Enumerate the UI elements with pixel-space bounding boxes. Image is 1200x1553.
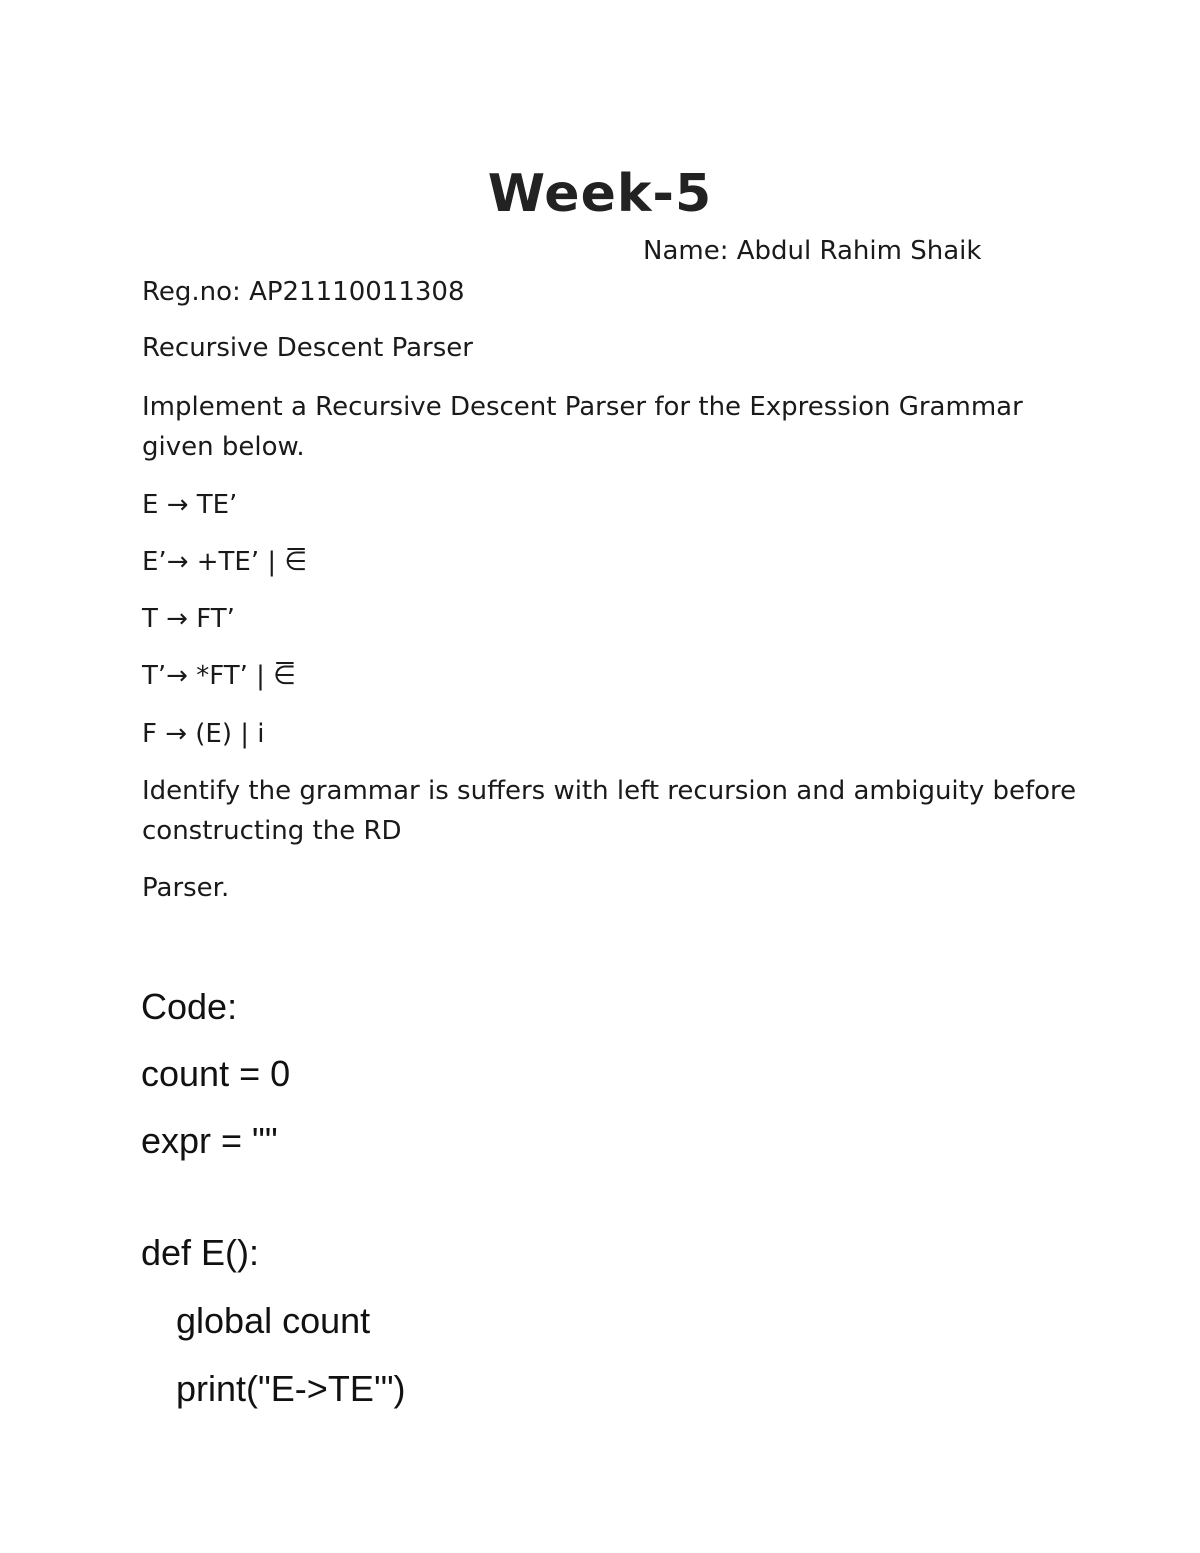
task-line-1: Implement a Recursive Descent Parser for the Expression Grammar — [142, 392, 1023, 422]
page-title: Week-5 — [487, 164, 713, 224]
code-line: print("E->TE'") — [176, 1368, 406, 1409]
grammar-rule: T → FT’ — [142, 604, 235, 634]
subject-heading: Recursive Descent Parser — [142, 333, 473, 363]
grammar-rule: T’→ *FT’ | ⋶ — [142, 661, 296, 691]
instruction-line-2: constructing the RD — [142, 816, 402, 846]
task-line-2: given below. — [142, 432, 305, 462]
grammar-rule: E → TE’ — [142, 490, 238, 520]
instruction-line-1: Identify the grammar is suffers with left recursion and ambiguity before — [142, 776, 1077, 806]
code-line: expr = "" — [141, 1120, 278, 1161]
student-name: Name: Abdul Rahim Shaik — [643, 236, 982, 266]
code-line: count = 0 — [141, 1053, 291, 1094]
code-line: def E(): — [141, 1232, 260, 1273]
registration-number: Reg.no: AP21110011308 — [142, 277, 465, 307]
grammar-rule: F → (E) | i — [142, 719, 265, 749]
instruction-line-3: Parser. — [142, 873, 230, 903]
code-line: global count — [176, 1300, 371, 1341]
grammar-rule: E’→ +TE’ | ⋶ — [142, 547, 308, 577]
code-heading: Code: — [141, 986, 238, 1027]
